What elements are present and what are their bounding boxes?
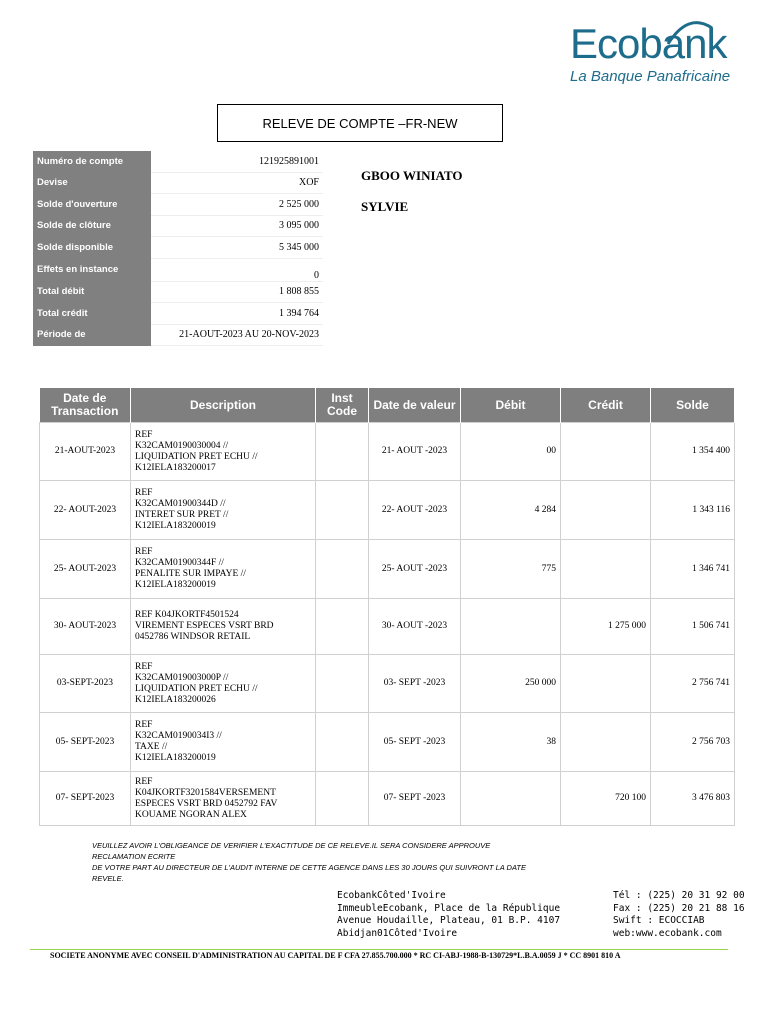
value-date: 21- AOUT -2023: [369, 423, 461, 481]
transactions-table: [39, 388, 735, 826]
account-value: XOF: [151, 172, 323, 194]
transaction-description: [131, 423, 316, 481]
value-date: 30- AOUT -2023: [369, 599, 461, 655]
transaction-description: [131, 599, 316, 655]
description-line: TAXE //: [135, 742, 168, 752]
account-value: 1 808 855: [151, 281, 323, 303]
credit-amount: [561, 713, 651, 772]
account-value: 3 095 000: [151, 215, 323, 237]
account-label: Période de: [33, 324, 151, 346]
balance-amount: 3 476 803: [651, 772, 735, 826]
debit-amount: 250 000: [461, 655, 561, 713]
transaction-description: [131, 713, 316, 772]
credit-amount: [561, 540, 651, 599]
balance-amount: 1 354 400: [651, 423, 735, 481]
description-line: REF: [135, 488, 153, 498]
logo-brand: Ecobank: [570, 20, 727, 67]
column-header: Date de valeur: [369, 388, 461, 423]
table-row: [40, 772, 735, 826]
table-row: [40, 713, 735, 772]
table-row: [40, 599, 735, 655]
transaction-date: 05- SEPT-2023: [40, 713, 131, 772]
inst-code: [316, 599, 369, 655]
transaction-description: [131, 540, 316, 599]
account-label: Solde d'ouverture: [33, 194, 151, 216]
account-value: 5 345 000: [151, 237, 323, 259]
account-summary: [33, 151, 323, 346]
balance-amount: 2 756 703: [651, 713, 735, 772]
table-row: [40, 540, 735, 599]
notice-line: DE VOTRE PART AU DIRECTEUR DE L'AUDIT INTERNE DE CETTE AGENCE DANS LES 30 JOURS QUI SUIVRONT LA DATE: [92, 863, 527, 872]
account-value: 121925891001: [151, 151, 323, 172]
description-line: K12IELA183200017: [135, 462, 216, 473]
statement-title: RELEVE DE COMPTE –FR-NEW: [217, 104, 503, 142]
account-value: 2 525 000: [151, 194, 323, 216]
description-line: LIQUIDATION PRET ECHU //: [135, 451, 258, 462]
credit-amount: [561, 423, 651, 481]
account-row: [33, 215, 323, 237]
balance-amount: 1 343 116: [651, 481, 735, 540]
description-line: ESPECES VSRT BRD 0452792 FAV: [135, 798, 278, 809]
account-row: [33, 151, 323, 172]
customer-name-line2: SYLVIE: [361, 199, 409, 214]
debit-amount: 775: [461, 540, 561, 599]
account-row: [33, 194, 323, 216]
account-row: [33, 281, 323, 303]
table-row: [40, 655, 735, 713]
transaction-date: 22- AOUT-2023: [40, 481, 131, 540]
inst-code: [316, 713, 369, 772]
description-line: K32CAM0190030004 //: [135, 440, 229, 451]
account-value: 1 394 764: [151, 303, 323, 325]
description-line: REF K04JKORTF4501524: [135, 610, 239, 620]
value-date: 07- SEPT -2023: [369, 772, 461, 826]
verification-notice: [92, 840, 612, 884]
account-label: Total débit: [33, 281, 151, 303]
description-line: KOUAME NGORAN ALEX: [135, 809, 247, 820]
account-row: [33, 258, 323, 281]
debit-amount: [461, 599, 561, 655]
account-label: Effets en instance: [33, 258, 151, 281]
credit-amount: 720 100: [561, 772, 651, 826]
account-row: [33, 303, 323, 325]
description-line: K04JKORTF3201584VERSEMENT: [135, 787, 276, 798]
account-label: Solde disponible: [33, 237, 151, 259]
account-label: Solde de clôture: [33, 215, 151, 237]
address-line: ImmeubleEcobank, Place de la République: [337, 902, 561, 914]
footer-divider: [30, 949, 728, 950]
column-header: Solde: [651, 388, 735, 423]
description-line: K12IELA183200019: [135, 521, 216, 531]
value-date: 25- AOUT -2023: [369, 540, 461, 599]
inst-code: [316, 655, 369, 713]
ecobank-logo: [570, 22, 740, 85]
transaction-date: 21-AOUT-2023: [40, 423, 131, 481]
account-value: 21-AOUT-2023 AU 20-NOV-2023: [151, 324, 323, 346]
description-line: INTERET SUR PRET //: [135, 510, 229, 520]
account-label: Total crédit: [33, 303, 151, 325]
description-line: K12IELA183200019: [135, 580, 216, 590]
description-line: K32CAM01900344D //: [135, 499, 226, 509]
transaction-date: 03-SEPT-2023: [40, 655, 131, 713]
bank-address: [337, 890, 560, 940]
column-header: Débit: [461, 388, 561, 423]
description-line: 0452786 WINDSOR RETAIL: [135, 632, 251, 642]
column-header: Date de Transaction: [40, 388, 131, 423]
credit-amount: [561, 481, 651, 540]
notice-line: VEUILLEZ AVOIR L'OBLIGEANCE DE VERIFIER L'EXACTITUDE DE CE RELEVE.IL SERA CONSIDERE APPROUVE: [92, 841, 491, 850]
transaction-date: 07- SEPT-2023: [40, 772, 131, 826]
balance-amount: 1 346 741: [651, 540, 735, 599]
account-label: Devise: [33, 172, 151, 194]
balance-amount: 1 506 741: [651, 599, 735, 655]
description-line: REF: [135, 720, 153, 730]
description-line: K32CAM0190034I3 //: [135, 731, 222, 741]
description-line: REF: [135, 547, 153, 557]
column-header: Crédit: [561, 388, 651, 423]
account-row: [33, 172, 323, 194]
legal-footer: SOCIETE ANONYME AVEC CONSEIL D'ADMINISTRATION AU CAPITAL DE F CFA 27.855.700.000 * RC CI-ABJ-1988-B-130729*L.B.A.0059 J * CC 8901 810 A: [50, 951, 621, 960]
transaction-date: 25- AOUT-2023: [40, 540, 131, 599]
description-line: VIREMENT ESPECES VSRT BRD: [135, 621, 274, 631]
notice-line: RECLAMATION ECRITE: [92, 852, 176, 861]
account-row: [33, 324, 323, 346]
debit-amount: 38: [461, 713, 561, 772]
transaction-description: [131, 481, 316, 540]
credit-amount: 1 275 000: [561, 599, 651, 655]
table-row: [40, 423, 735, 481]
value-date: 22- AOUT -2023: [369, 481, 461, 540]
value-date: 05- SEPT -2023: [369, 713, 461, 772]
contact-line: Swift : ECOCCIAB: [613, 915, 705, 926]
account-value: 0: [151, 258, 323, 281]
contact-line: Tél : (225) 20 31 92 00: [613, 890, 745, 901]
logo-tagline: La Banque Panafricaine: [570, 68, 731, 85]
description-line: K32CAM01900344F //: [135, 558, 224, 568]
debit-amount: 4 284: [461, 481, 561, 540]
debit-amount: 00: [461, 423, 561, 481]
transaction-date: 30- AOUT-2023: [40, 599, 131, 655]
description-line: REF: [135, 776, 153, 787]
address-line: EcobankCôted'Ivoire: [337, 890, 446, 901]
column-header: Inst Code: [316, 388, 369, 423]
inst-code: [316, 423, 369, 481]
description-line: K12IELA183200026: [135, 694, 216, 705]
account-label: Numéro de compte: [33, 151, 151, 172]
account-row: [33, 237, 323, 259]
inst-code: [316, 481, 369, 540]
credit-amount: [561, 655, 651, 713]
debit-amount: [461, 772, 561, 826]
description-line: K32CAM019003000P //: [135, 672, 229, 683]
bank-contact: [613, 890, 745, 940]
balance-amount: 2 756 741: [651, 655, 735, 713]
transaction-description: [131, 655, 316, 713]
description-line: LIQUIDATION PRET ECHU //: [135, 683, 258, 694]
inst-code: [316, 540, 369, 599]
address-line: Avenue Houdaille, Plateau, 01 B.P. 4107: [337, 915, 561, 926]
column-header: Description: [131, 388, 316, 423]
description-line: REF: [135, 661, 153, 672]
inst-code: [316, 772, 369, 826]
customer-name-line1: GBOO WINIATO: [361, 168, 463, 183]
description-line: PENALITE SUR IMPAYE //: [135, 569, 246, 579]
transaction-description: [131, 772, 316, 826]
description-line: REF: [135, 429, 153, 440]
table-row: [40, 481, 735, 540]
notice-line: REVELE.: [92, 874, 124, 883]
contact-line: Fax : (225) 20 21 88 16: [613, 902, 745, 914]
description-line: K12IELA183200019: [135, 753, 216, 763]
address-line: Abidjan01Côted'Ivoire: [337, 927, 458, 939]
contact-line: web:www.ecobank.com: [613, 927, 722, 939]
value-date: 03- SEPT -2023: [369, 655, 461, 713]
